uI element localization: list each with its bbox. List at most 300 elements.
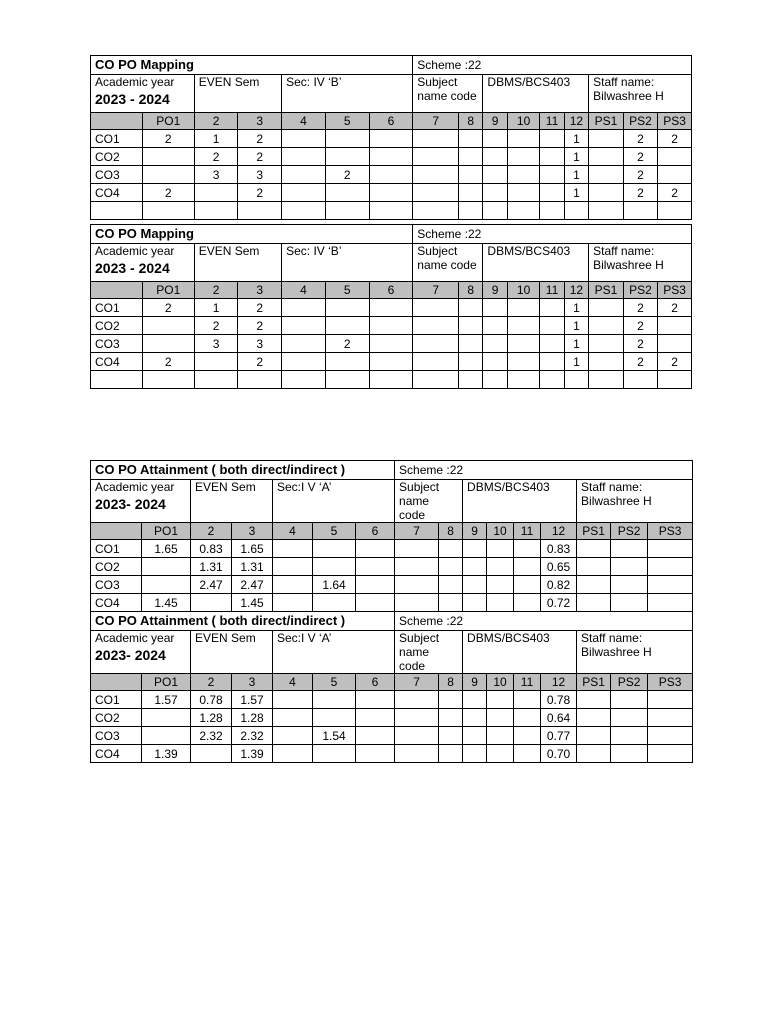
value-cell: 0.78 [191,691,232,709]
value-cell [395,594,439,612]
academic-year-cell: Academic year 2023 - 2024 [91,75,195,113]
value-cell [413,184,459,202]
value-cell: 1 [564,148,588,166]
value-cell [487,727,514,745]
value-cell [463,745,487,763]
subject-code-cell: DBMS/BCS403 [463,631,577,674]
value-cell [463,558,487,576]
value-cell [564,371,588,389]
column-header: 2 [194,282,238,299]
value-cell [589,317,624,335]
co-po-mapping-table [90,224,692,389]
value-cell: 1.54 [313,727,356,745]
value-cell [658,166,692,184]
column-header: 8 [439,523,463,540]
co-label-cell: CO4 [91,594,142,612]
value-cell: 1 [564,317,588,335]
value-cell [514,540,541,558]
column-header: 9 [463,523,487,540]
value-cell [194,371,238,389]
value-cell [313,745,356,763]
value-cell [487,709,514,727]
column-header: 9 [483,113,507,130]
value-cell: 2 [325,166,369,184]
value-cell [369,148,413,166]
value-cell [540,130,564,148]
value-cell [483,335,507,353]
column-header: 9 [483,282,507,299]
value-cell [577,691,611,709]
value-cell [369,371,413,389]
value-cell [648,709,693,727]
co-label-cell: CO4 [91,353,143,371]
column-header: 4 [273,674,313,691]
value-cell [648,727,693,745]
value-cell [356,745,395,763]
value-cell [238,371,282,389]
value-cell: 0.77 [541,727,577,745]
value-cell: 0.64 [541,709,577,727]
value-cell [142,576,191,594]
academic-year-cell: Academic year 2023- 2024 [91,631,191,674]
co-label-cell: CO3 [91,727,142,745]
column-header: 6 [356,523,395,540]
value-cell [395,576,439,594]
column-header: 10 [507,282,540,299]
value-cell [487,540,514,558]
value-cell [282,299,326,317]
column-header: PO1 [142,523,191,540]
column-header: PS2 [611,523,648,540]
value-cell [463,576,487,594]
column-header: PO1 [142,282,194,299]
value-cell: 1.45 [232,594,273,612]
column-header: PS1 [589,113,624,130]
column-header: 11 [514,674,541,691]
value-cell [395,727,439,745]
value-cell [589,148,624,166]
table-row [91,184,692,202]
value-cell [507,353,540,371]
value-cell [487,691,514,709]
value-cell [611,727,648,745]
value-cell: 2 [623,353,658,371]
column-header: 4 [282,282,326,299]
value-cell [356,558,395,576]
value-cell [514,691,541,709]
value-cell [325,353,369,371]
value-cell [459,371,483,389]
value-cell [369,130,413,148]
section-cell: Sec: IV ‘B’ [282,244,413,282]
value-cell [395,558,439,576]
value-cell [514,745,541,763]
co-label-cell: CO3 [91,576,142,594]
value-cell: 2 [623,335,658,353]
value-cell [577,709,611,727]
column-header: 10 [507,113,540,130]
value-cell: 1.65 [142,540,191,558]
value-cell [589,184,624,202]
value-cell: 1.31 [191,558,232,576]
value-cell [487,558,514,576]
column-header: PS1 [577,523,611,540]
semester-cell: EVEN Sem [191,480,273,523]
value-cell [589,130,624,148]
value-cell [507,166,540,184]
staff-cell: Staff name: Bilwashree H [589,75,692,113]
value-cell [648,558,693,576]
value-cell [507,148,540,166]
value-cell: 0.83 [191,540,232,558]
value-cell [648,594,693,612]
value-cell: 2 [658,353,692,371]
value-cell: 1.31 [232,558,273,576]
value-cell: 2 [623,148,658,166]
value-cell: 1 [564,130,588,148]
value-cell [459,335,483,353]
value-cell [463,594,487,612]
value-cell [483,148,507,166]
value-cell: 3 [238,166,282,184]
column-header: 3 [232,523,273,540]
value-cell [589,371,624,389]
value-cell: 3 [238,335,282,353]
value-cell [540,148,564,166]
value-cell [273,709,313,727]
value-cell [514,576,541,594]
table-title: CO PO Attainment ( both direct/indirect ) [91,612,395,631]
column-header: PO1 [142,113,194,130]
value-cell: 2 [658,299,692,317]
value-cell [487,576,514,594]
value-cell: 2 [238,184,282,202]
subject-label-cell: Subject name code [395,631,463,674]
column-header: 6 [369,113,413,130]
value-cell: 0.70 [541,745,577,763]
value-cell [658,317,692,335]
column-header: 3 [232,674,273,691]
value-cell [273,727,313,745]
value-cell [611,745,648,763]
value-cell: 1 [564,335,588,353]
value-cell [514,594,541,612]
value-cell: 2.32 [232,727,273,745]
value-cell [194,353,238,371]
value-cell [577,727,611,745]
column-header: 8 [459,113,483,130]
value-cell: 1 [194,299,238,317]
column-header: PS1 [577,674,611,691]
value-cell: 1.28 [191,709,232,727]
value-cell: 2 [623,130,658,148]
value-cell [589,335,624,353]
value-cell [623,202,658,220]
semester-cell: EVEN Sem [194,75,281,113]
value-cell [648,745,693,763]
column-header: PS3 [648,674,693,691]
value-cell [282,166,326,184]
column-header: 6 [369,282,413,299]
value-cell [589,353,624,371]
value-cell: 0.72 [541,594,577,612]
column-header: 12 [541,674,577,691]
column-header [91,523,142,540]
co-label-cell: CO4 [91,184,143,202]
column-header: 8 [459,282,483,299]
column-header: 11 [514,523,541,540]
value-cell: 2 [238,130,282,148]
table-title: CO PO Attainment ( both direct/indirect ) [91,461,395,480]
value-cell [325,371,369,389]
value-cell [459,148,483,166]
column-header: 7 [413,113,459,130]
value-cell [191,594,232,612]
value-cell [648,576,693,594]
value-cell [577,594,611,612]
value-cell: 1 [564,353,588,371]
column-header: 4 [282,113,326,130]
header-row [91,113,692,130]
value-cell [648,691,693,709]
table-row [91,166,692,184]
value-cell [611,691,648,709]
value-cell [282,148,326,166]
table-row [91,299,692,317]
table-row [91,594,693,612]
value-cell [611,594,648,612]
value-cell [369,317,413,335]
value-cell [459,130,483,148]
section-cell: Sec: IV ‘B’ [282,75,413,113]
value-cell [356,709,395,727]
column-header: PS3 [658,282,692,299]
value-cell [369,353,413,371]
value-cell [487,745,514,763]
value-cell: 1 [564,184,588,202]
value-cell [540,335,564,353]
value-cell [658,202,692,220]
value-cell [142,317,194,335]
value-cell: 3 [194,335,238,353]
value-cell [356,727,395,745]
value-cell [439,558,463,576]
subject-code-cell: DBMS/BCS403 [483,75,589,113]
value-cell [413,148,459,166]
value-cell [313,709,356,727]
academic-year-cell: Academic year 2023 - 2024 [91,244,195,282]
value-cell [507,335,540,353]
value-cell: 2 [194,148,238,166]
header-row [91,674,693,691]
value-cell: 2 [142,299,194,317]
co-po-attainment-table [90,611,693,763]
value-cell [191,745,232,763]
value-cell [273,594,313,612]
value-cell [282,202,326,220]
value-cell [658,371,692,389]
co-label-cell: CO3 [91,335,143,353]
value-cell [356,594,395,612]
value-cell [413,371,459,389]
table-row [91,727,693,745]
value-cell [325,184,369,202]
value-cell [369,299,413,317]
value-cell: 2.32 [191,727,232,745]
value-cell: 2 [142,353,194,371]
value-cell [325,202,369,220]
value-cell [540,166,564,184]
value-cell [282,317,326,335]
value-cell [142,709,191,727]
value-cell: 2 [238,317,282,335]
value-cell [507,317,540,335]
column-header: PS1 [589,282,624,299]
value-cell: 1 [564,166,588,184]
value-cell [194,184,238,202]
subject-label-cell: Subject name code [395,480,463,523]
value-cell [142,335,194,353]
value-cell: 3 [194,166,238,184]
column-header: 3 [238,113,282,130]
staff-cell: Staff name: Bilwashree H [577,631,693,674]
value-cell: 1.57 [232,691,273,709]
value-cell: 2 [142,184,194,202]
value-cell [369,335,413,353]
value-cell [577,558,611,576]
value-cell [142,371,194,389]
value-cell [611,540,648,558]
value-cell [577,576,611,594]
value-cell [194,202,238,220]
value-cell [658,335,692,353]
section-cell: Sec:I V ‘A’ [273,631,395,674]
value-cell: 2 [238,299,282,317]
value-cell [514,558,541,576]
value-cell: 2 [194,317,238,335]
value-cell [142,202,194,220]
table-row [91,148,692,166]
value-cell: 0.82 [541,576,577,594]
table-row [91,540,693,558]
co-po-attainment-table [90,460,693,612]
value-cell [325,130,369,148]
column-header: PO1 [142,674,191,691]
value-cell: 0.65 [541,558,577,576]
scheme-cell: Scheme :22 [395,461,693,480]
value-cell: 2 [658,130,692,148]
value-cell [273,576,313,594]
column-header: 10 [487,523,514,540]
value-cell [142,166,194,184]
value-cell [413,335,459,353]
column-header: 10 [487,674,514,691]
co-label-cell: CO3 [91,166,143,184]
value-cell [142,148,194,166]
value-cell [487,594,514,612]
value-cell [238,202,282,220]
value-cell [463,709,487,727]
value-cell [369,184,413,202]
value-cell [623,371,658,389]
value-cell [589,166,624,184]
staff-cell: Staff name: Bilwashree H [589,244,692,282]
value-cell: 2 [238,353,282,371]
value-cell [483,130,507,148]
value-cell [483,166,507,184]
value-cell [611,558,648,576]
value-cell [439,540,463,558]
value-cell [483,371,507,389]
scheme-cell: Scheme :22 [413,56,692,75]
column-header: 2 [191,674,232,691]
value-cell: 1.64 [313,576,356,594]
value-cell: 2 [623,299,658,317]
value-cell [483,299,507,317]
value-cell: 2 [238,148,282,166]
co-label-cell: CO2 [91,148,143,166]
column-header [91,113,143,130]
scheme-cell: Scheme :22 [413,225,692,244]
scheme-cell: Scheme :22 [395,612,693,631]
value-cell [459,299,483,317]
column-header: 8 [439,674,463,691]
value-cell: 1.65 [232,540,273,558]
value-cell: 2.47 [232,576,273,594]
co-label-cell: CO4 [91,745,142,763]
column-header: PS3 [648,523,693,540]
value-cell: 2 [623,184,658,202]
value-cell: 1.57 [142,691,191,709]
value-cell [611,709,648,727]
value-cell [648,540,693,558]
table-row [91,745,693,763]
co-label-cell: CO2 [91,558,142,576]
value-cell: 1 [564,299,588,317]
value-cell: 2 [142,130,194,148]
value-cell [413,202,459,220]
value-cell [507,299,540,317]
value-cell [459,202,483,220]
subject-label-cell: Subject name code [413,244,483,282]
value-cell [282,130,326,148]
co-label-cell: CO2 [91,317,143,335]
column-header: 12 [564,113,588,130]
value-cell: 1.39 [232,745,273,763]
value-cell [514,727,541,745]
value-cell [463,691,487,709]
value-cell [540,299,564,317]
value-cell [325,317,369,335]
column-header: PS2 [623,113,658,130]
table-row [91,353,692,371]
value-cell [507,130,540,148]
table-row [91,317,692,335]
value-cell [483,353,507,371]
value-cell [483,317,507,335]
column-header: 5 [325,113,369,130]
value-cell: 2 [325,335,369,353]
semester-cell: EVEN Sem [191,631,273,674]
value-cell [483,184,507,202]
value-cell [611,576,648,594]
value-cell [413,299,459,317]
table-row [91,576,693,594]
value-cell [356,540,395,558]
subject-code-cell: DBMS/BCS403 [463,480,577,523]
co-label-cell: CO2 [91,709,142,727]
value-cell [282,184,326,202]
